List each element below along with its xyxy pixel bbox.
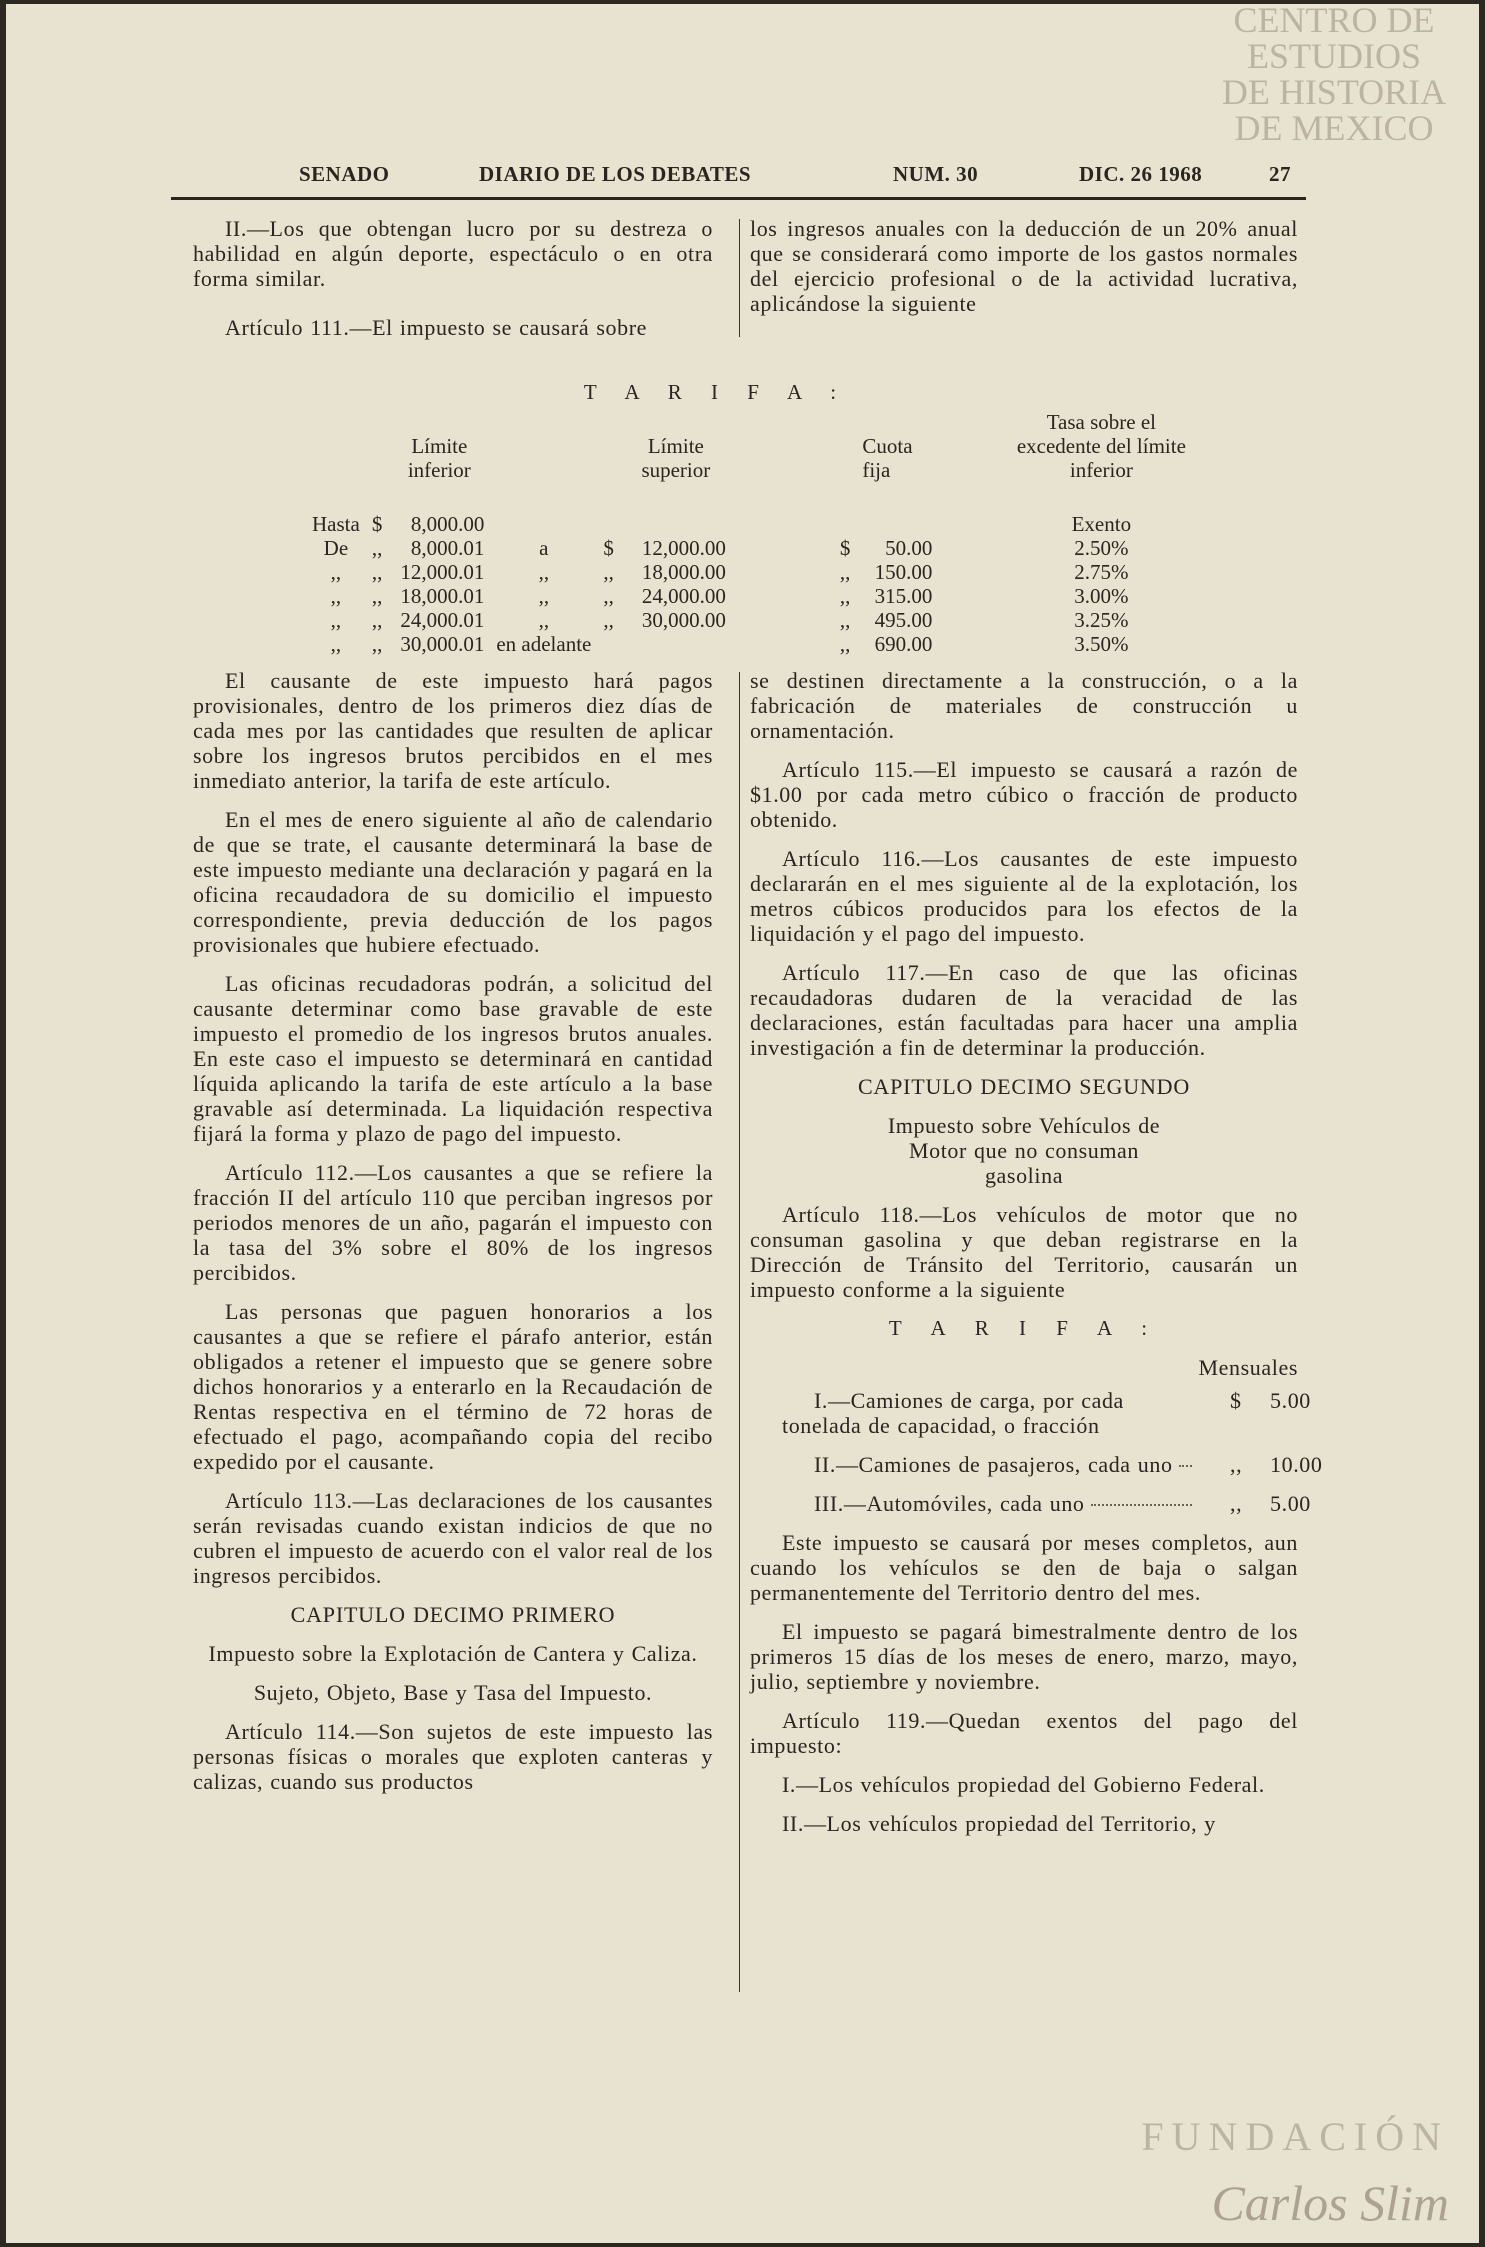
spacer-cell [366,408,389,482]
cell-a: ,, [538,584,550,608]
header-limite-inferior: Límite inferior [407,434,471,482]
paragraph: El impuesto se pagará bimestralmente dentro de los primeros 15 días de los meses de enero, marzo, mayo, julio, septiembre y noviembre. [750,1619,1298,1694]
cell-s2: ,, [603,560,614,584]
paragraph: los ingresos anuales con la deducción de un 20% anual que se considerará como importe de los gastos normales del ejercicio profesional o de la actividad lucrativa, aplicándose la siguiente [750,216,1298,316]
cell-sup: 12,000.00 [641,536,726,560]
cell-s1: ,, [371,632,383,656]
cell-sup [620,632,732,656]
header-cuota-fija: Cuota fija [862,434,913,482]
cell-sup: 24,000.00 [641,584,726,608]
watermark-centro-estudios [1199,2,1469,146]
paragraph: Las oficinas recudadoras podrán, a solicitud del causante determinar como base gravable de este impuesto el promedio de los ingresos brutos anuales. En este caso el impuesto se determinará en cantidad líquida aplicando la tarifa de este artículo a la base gravable así determinada. La liquidación respectiva fijará la forma y plazo de pago del impuesto. [193,971,713,1146]
cell-s3 [834,512,857,536]
spacer-cell [306,408,366,482]
cell-a: ,, [538,608,550,632]
cell-s3: ,, [839,632,851,656]
cell-inf: 24,000.01 [400,608,485,632]
spacer-cell [938,608,1010,632]
cell-cuota [856,512,938,536]
cell-sup [620,512,732,536]
item-text: II.—Camiones de pasajeros, cada uno [814,1452,1173,1477]
spacer-cell [938,560,1010,584]
spacer-cell [490,408,597,482]
cell-tasa: Exento [1071,512,1132,536]
spacer-cell [834,408,857,482]
paragraph: Artículo 117.—En caso de que las oficinas recaudadoras dudaren de la veracidad de las declaraciones, están facultadas para hacer una amplia investigación a fin de determinar la producción. [750,960,1298,1060]
paragraph: Artículo 118.—Los vehículos de motor que no consuman gasolina y que deban registrarse en la Dirección de Tránsito del Territorio, causarán un impuesto conforme a la siguiente [750,1202,1298,1302]
cell-s2 [597,632,620,656]
header-limite-superior: Límite superior [641,434,711,482]
watermark-line: DE MEXICO [1234,108,1434,148]
leader-dots [1179,1465,1192,1467]
column-divider [739,672,740,1992]
watermark-line: ESTUDIOS [1246,36,1421,76]
paragraph: II.—Los que obtengan lucro por su destreza o habilidad en algún deporte, espectáculo o en otra forma similar. [193,216,713,291]
cell-tasa: 2.50% [1074,536,1129,560]
spacer-cell [938,408,1010,482]
table-row [306,512,1192,536]
cell-inf: 8,000.00 [410,512,485,536]
cell-a: ,, [538,560,550,584]
tarifa-item [750,1388,1311,1438]
item-text: I.—Camiones de carga, por cada tonelada de capacidad, o fracción [782,1388,1124,1438]
watermark-line: CENTRO DE [1233,0,1435,40]
cell-s3: ,, [839,560,851,584]
chapter-subtitle-2: Sujeto, Objeto, Base y Tasa del Impuesto. [253,1680,653,1705]
cell-s2 [597,512,620,536]
tarifa-item [750,1491,1311,1516]
spacer-cell [732,536,834,560]
paragraph: Las personas que paguen honorarios a los causantes a que se refiere el párafo anterior, están obligados a retener el impuesto que se genere sobre dichos honorarios y a enterarlo en la Recaudación de Rentas respectiva en el término de 72 horas de efectuado el pago, acompañando copia del recibo expedido por el causante. [193,1299,713,1474]
left-column [193,668,713,1808]
paragraph: Artículo 113.—Las declaraciones de los causantes serán revisadas cuando existan indicios de que no cubren el impuesto de acuerdo con el valor real de los ingresos percibidos. [193,1488,713,1588]
watermark-line: DE HISTORIA [1221,72,1447,112]
cell-a: en adelante [496,632,592,656]
item-amount: 10.00 [1270,1452,1323,1477]
paragraph: Artículo 114.—Son sujetos de este impuesto las personas físicas o morales que exploten canteras y calizas, cuando sus productos [193,1719,713,1794]
table-row [306,608,1192,632]
paragraph: Artículo 115.—El impuesto se causará a razón de $1.00 por cada metro cúbico o fracción de producto obtenido. [750,757,1298,832]
spacer-cell [732,608,834,632]
watermark-signature: Carlos Slim [1211,2175,1449,2231]
table-row [306,536,1192,560]
cell-label: ,, [330,584,342,608]
cell-s1: ,, [371,584,383,608]
cell-label: ,, [330,560,342,584]
cell-tasa: 3.00% [1074,584,1129,608]
cell-s1: ,, [371,536,383,560]
cell-a: a [539,536,549,560]
cell-s2: ,, [603,584,614,608]
cell-cuota: 690.00 [874,632,933,656]
header-page-number: 27 [1269,162,1291,186]
spacer-cell [938,632,1010,656]
cell-s1: $ [371,512,383,536]
paragraph: En el mes de enero siguiente al año de calendario de que se trate, el causante determinará la base de este impuesto mediante una declaración y pagará en la oficina recaudadora de su domicilio el impuesto correspondiente, previa deducción de los pagos provisionales que hubiere efectuado. [193,807,713,957]
item-symbol: $ [1230,1388,1242,1413]
paragraph: Artículo 112.—Los causantes a que se refiere la fracción II del artículo 110 que perciban ingresos por periodos menores de un año, pagarán el impuesto con la tasa del 3% sobre el 80% de los ingresos percibidos. [193,1160,713,1285]
paragraph: I.—Los vehículos propiedad del Gobierno Federal. [782,1772,1265,1797]
cell-label: ,, [330,608,342,632]
paragraph: II.—Los vehículos propiedad del Territorio, y [782,1811,1216,1836]
item-text: III.—Automóviles, cada uno [814,1491,1085,1516]
item-symbol: ,, [1230,1452,1243,1477]
spacer-cell [732,408,834,482]
cell-s3: ,, [839,608,851,632]
spacer-cell [597,408,620,482]
cell-label: Hasta [312,512,360,536]
header-chamber: SENADO [299,162,390,186]
spacer-cell [732,512,834,536]
cell-cuota: 315.00 [874,584,933,608]
cell-sup: 30,000.00 [641,608,726,632]
header-number: NUM. 30 [893,162,979,186]
cell-label: ,, [330,632,342,656]
item-symbol: ,, [1230,1491,1243,1516]
table-row [306,584,1192,608]
tarifa-item [750,1452,1323,1477]
paragraph: Este impuesto se causará por meses completos, aun cuando los vehículos se den de baja o salgan permanentemente del Territorio dentro del mes. [750,1530,1298,1605]
spacer-row [306,482,1192,512]
chapter-subtitle: Impuesto sobre Vehículos de Motor que no consuman gasolina [887,1113,1161,1188]
mensuales-label: Mensuales [1198,1355,1298,1380]
tarifa-title-2: T A R I F A : [888,1316,1160,1340]
leader-dots [1091,1504,1192,1506]
cell-inf: 30,000.01 [400,632,485,656]
right-column [750,668,1323,1850]
chapter-heading: CAPITULO DECIMO SEGUNDO [857,1074,1191,1099]
table-header-row [306,408,1192,482]
cell-tasa: 2.75% [1074,560,1129,584]
top-right-column [750,216,1298,330]
item-amount: 5.00 [1270,1388,1311,1413]
cell-s3: ,, [839,584,851,608]
vehicle-tariff-list [750,1388,1323,1516]
cell-cuota: 150.00 [874,560,933,584]
paragraph: se destinen directamente a la construcción, o a la fabricación de materiales de construcción u ornamentación. [750,668,1298,743]
spacer-cell [938,584,1010,608]
header-tasa: Tasa sobre el excedente del límite inferior [1016,410,1186,482]
cell-tasa: 3.50% [1074,632,1129,656]
paragraph: Artículo 116.—Los causantes de este impuesto declararán en el mes siguiente al de la explotación, los metros cúbicos producidos para los efectos de la liquidación y el pago del impuesto. [750,846,1298,946]
chapter-heading: CAPITULO DECIMO PRIMERO [290,1602,616,1627]
cell-inf: 8,000.01 [410,536,485,560]
cell-s2: ,, [603,608,614,632]
tarifa-title: T A R I F A : [583,380,849,404]
table-row [306,632,1192,656]
spacer-cell [732,632,834,656]
cell-inf: 18,000.01 [400,584,485,608]
cell-s3: $ [839,536,851,560]
paragraph: El causante de este impuesto hará pagos provisionales, dentro de los primeros diez días de cada mes por las cantidades que resulten de aplicar sobre los ingresos brutos percibidos en el mes inmediato anterior, la tarifa de este artículo. [193,668,713,793]
spacer-cell [732,584,834,608]
cell-s1: ,, [371,608,383,632]
item-amount: 5.00 [1270,1491,1311,1516]
cell-inf: 12,000.01 [400,560,485,584]
cell-s2: $ [603,536,614,560]
cell-cuota: 50.00 [885,536,933,560]
cell-tasa: 3.25% [1074,608,1129,632]
watermark-fundacion: FUNDACIÓN [1141,2114,1449,2159]
spacer-cell [938,512,1010,536]
spacer-cell [732,560,834,584]
cell-cuota: 495.00 [874,608,933,632]
column-divider [739,219,740,337]
chapter-subtitle: Impuesto sobre la Explotación de Cantera y Caliza. [208,1641,698,1666]
document-page [6,0,1479,2243]
cell-label: De [323,536,349,560]
header-publication: DIARIO DE LOS DEBATES [479,162,752,186]
tarifa-table [306,408,1192,656]
header-rule [171,197,1306,200]
top-left-column [193,216,713,354]
cell-s1: ,, [371,560,383,584]
paragraph: Artículo 119.—Quedan exentos del pago del impuesto: [750,1708,1298,1758]
spacer-cell [938,536,1010,560]
header-date: DIC. 26 1968 [1079,162,1203,186]
cell-sup: 18,000.00 [641,560,726,584]
paragraph: Artículo 111.—El impuesto se causará sobre [225,315,648,340]
table-row [306,560,1192,584]
cell-a [490,512,597,536]
